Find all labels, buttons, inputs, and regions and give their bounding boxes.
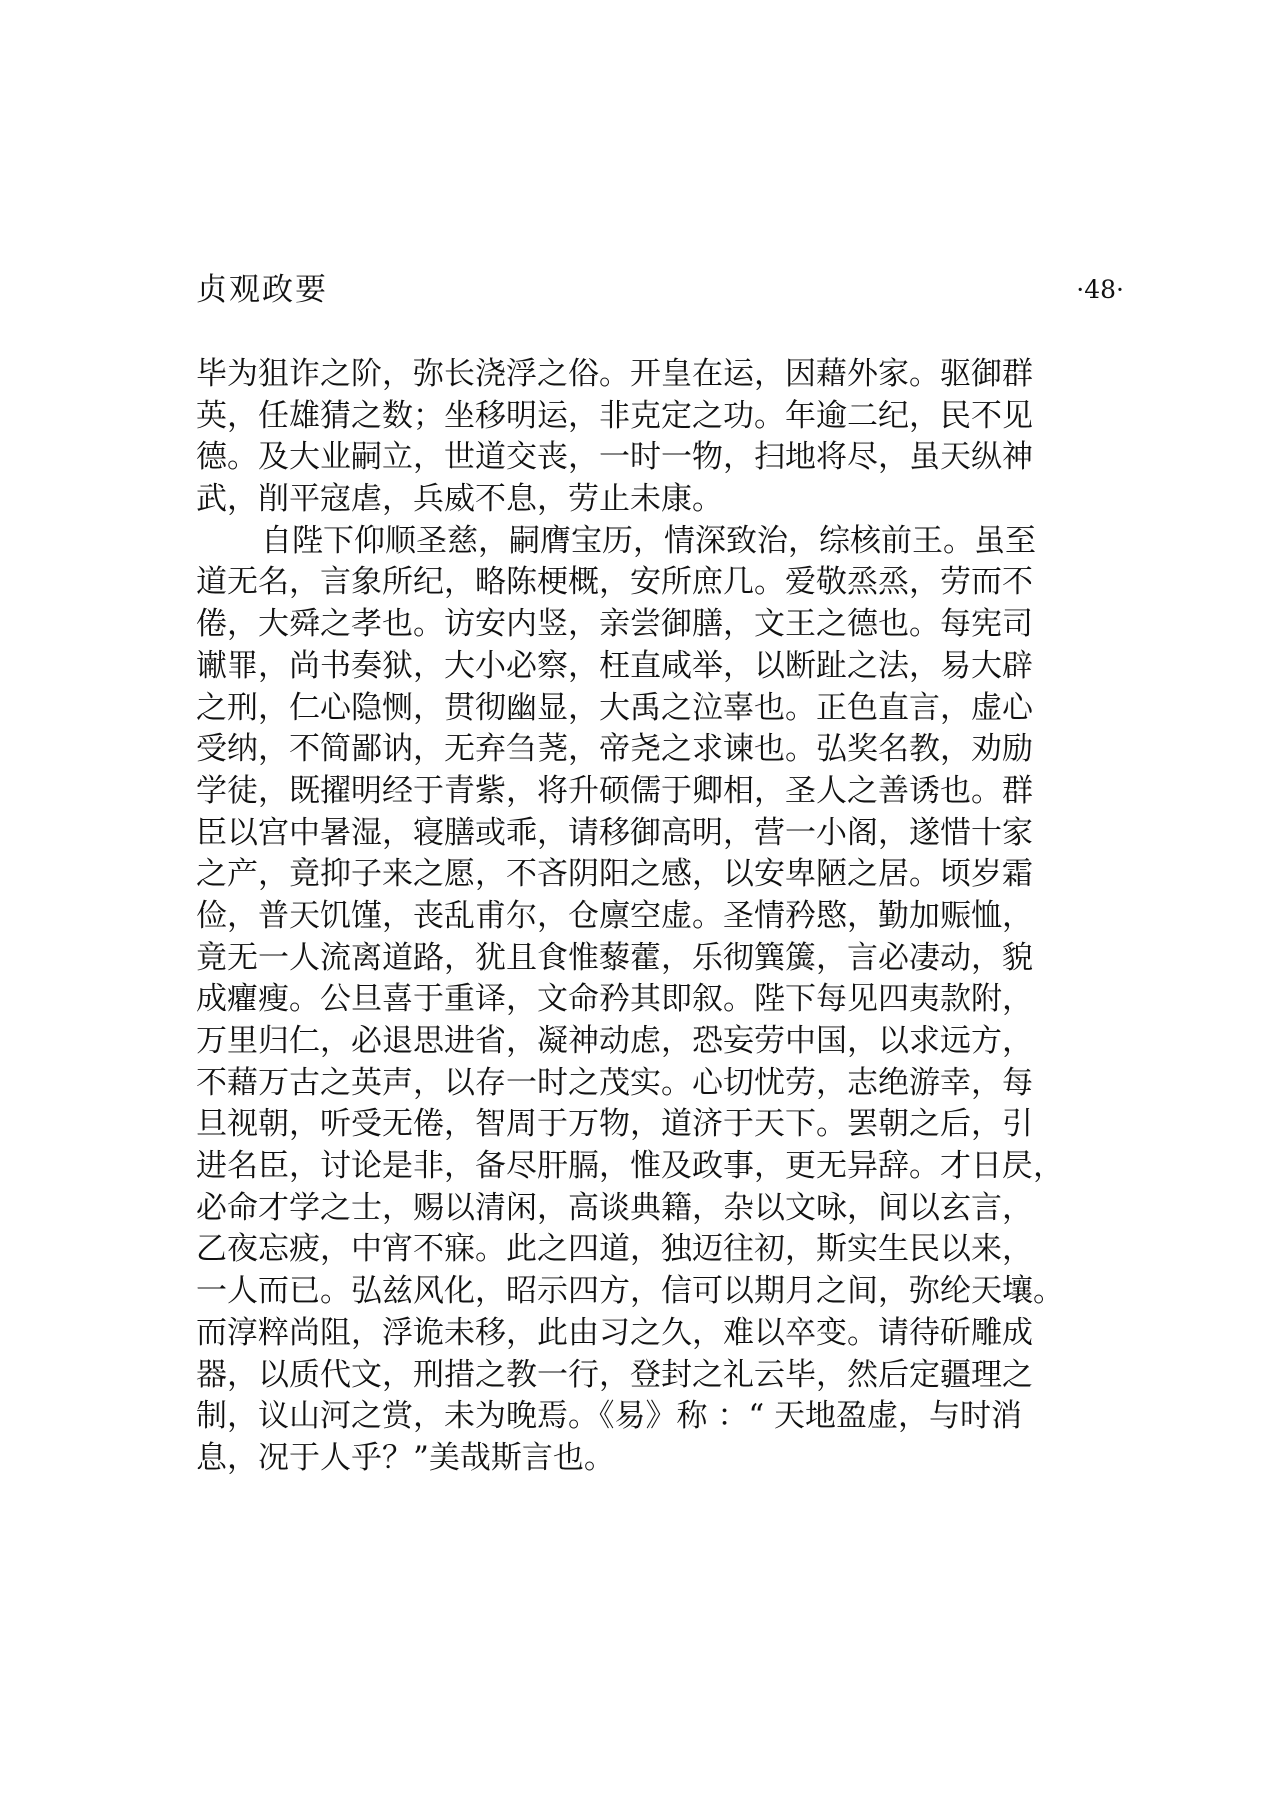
paragraph-2 <box>196 521 1126 1480</box>
text-line: 学徒，既擢明经于青紫，将升硕儒于卿相，圣人之善诱也。群 <box>196 772 1033 809</box>
text-line: 旦视朝，听受无倦，智周于万物，道济于天下。罢朝之后，引 <box>196 1106 1033 1143</box>
text-line: 乙夜忘疲，中宵不寐。此之四道，独迈往初，斯实生民以来， <box>196 1231 1033 1268</box>
text-line: 毕为狙诈之阶，弥长浇浮之俗。开皇在运，因藉外家。驱御群 <box>196 356 1033 392</box>
text-line: 倦，大舜之孝也。访安内竖，亲尝御膳，文王之德也。每宪司 <box>196 606 1033 643</box>
text-line: 竟无一人流离道路，犹且食惟藜藿，乐彻簨簴，言必凄动，貌 <box>196 939 1033 976</box>
text-line: 俭，普天饥馑，丧乱甫尔，仓廪空虚。圣情矜愍，勤加赈恤， <box>196 897 1033 934</box>
text-line: 受纳，不简鄙讷，无弃刍荛，帝尧之求谏也。弘奖名教，劝励 <box>196 731 1033 768</box>
text-line: 英，任雄猜之数；坐移明运，非克定之功。年逾二纪，民不见 <box>196 397 1033 434</box>
text-line: 臣以宫中暑湿，寝膳或乖，请移御高明，营一小阁，遂惜十家 <box>196 814 1033 851</box>
text-line: 不藉万古之英声，以存一时之茂实。心切忧劳，志绝游幸，每 <box>196 1064 1033 1101</box>
text-line: 道无名，言象所纪，略陈梗概，安所庶几。爱敬烝烝，劳而不 <box>196 564 1033 601</box>
text-line: 武，削平寇虐，兵威不息，劳止未康。 <box>196 481 723 518</box>
running-header <box>196 268 1124 312</box>
text-line: 之刑，仁心隐恻，贯彻幽显，大禹之泣辜也。正色直言，虚心 <box>196 689 1033 726</box>
text-line: 息，况于人乎？”美哉斯言也。 <box>196 1439 615 1476</box>
text-line: 进名臣，讨论是非，备尽肝膈，惟及政事，更无异辞。才日昃， <box>196 1148 1064 1185</box>
text-line: 万里归仁，必退思进省，凝神动虑，恐妄劳中国，以求远方， <box>196 1023 1033 1059</box>
body-text <box>196 354 1126 1480</box>
text-line: 自陛下仰顺圣慈，嗣膺宝历，情深致治，综核前王。虽至 <box>261 522 1036 559</box>
text-line: 谳罪，尚书奏狱，大小必察，枉直咸举，以断趾之法，易大辟 <box>196 647 1033 684</box>
text-line: 必命才学之士，赐以清闲，高谈典籍，杂以文咏，间以玄言， <box>196 1189 1033 1226</box>
text-line: 制，议山河之赏，未为晚焉。《易》称 ：“ 天地盈虚，与时消 <box>196 1398 1023 1435</box>
book-title: 贞观政要 <box>196 272 328 308</box>
text-line: 成癯瘦。公旦喜于重译，文命矜其即叙。陛下每见四夷款附， <box>196 981 1033 1018</box>
text-line: 而淳粹尚阻，浮诡未移，此由习之久，难以卒变。请待斫雕成 <box>196 1314 1033 1351</box>
text-line: 器，以质代文，刑措之教一行，登封之礼云毕，然后定疆理之 <box>196 1356 1033 1393</box>
text-line: 之产，竟抑子来之愿，不吝阴阳之感，以安卑陋之居。顷岁霜 <box>196 856 1033 893</box>
text-line: 德。及大业嗣立，世道交丧，一时一物，扫地将尽，虽天纵神 <box>196 439 1033 476</box>
paragraph-1 <box>196 354 1126 521</box>
page-number: ·48· <box>1076 275 1124 304</box>
text-line: 一人而已。弘兹风化，昭示四方，信可以期月之间，弥纶天壤。 <box>196 1273 1064 1310</box>
